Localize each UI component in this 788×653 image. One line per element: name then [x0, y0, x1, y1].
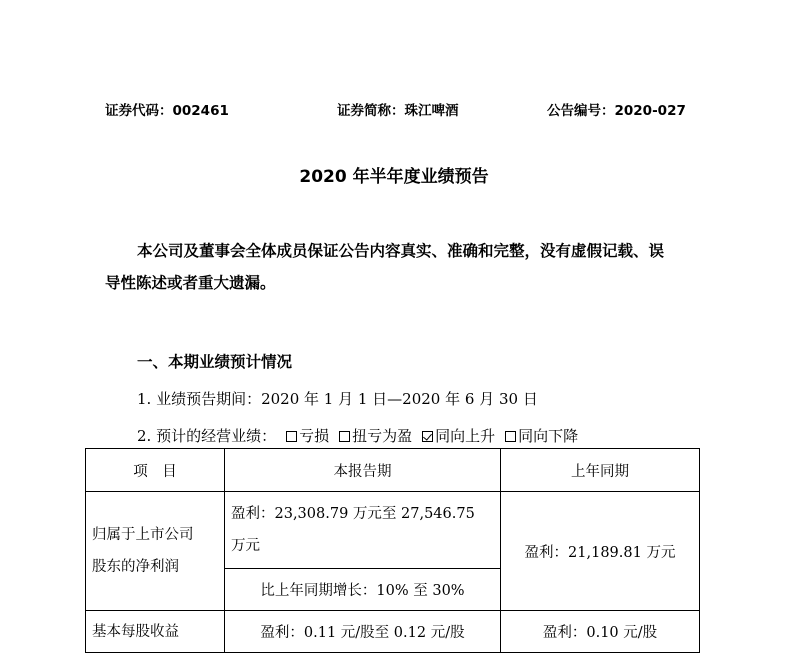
notice-number: 公告编号：2020-027: [547, 103, 686, 119]
net-profit-label-line2: 股东的净利润: [92, 559, 179, 575]
net-profit-label: [86, 492, 225, 611]
option-increase: [422, 425, 495, 446]
table-row: [86, 611, 700, 653]
earnings-table: [85, 448, 700, 653]
table-row: [86, 492, 700, 569]
checkbox-icon: [339, 431, 350, 442]
checkbox-icon: [286, 431, 297, 442]
forecast-type-line: [137, 425, 578, 446]
statement-line-1: 本公司及董事会全体成员保证公告内容真实、准确和完整，没有虚假记载、误: [137, 242, 665, 260]
eps-label: 基本每股收益: [86, 611, 225, 653]
option-turnaround: [339, 425, 412, 446]
eps-current: 盈利：0.11 元/股至 0.12 元/股: [225, 611, 501, 653]
net-profit-previous: 盈利：21,189.81 万元: [501, 492, 700, 611]
checked-checkbox-icon: [422, 431, 433, 442]
eps-previous: 盈利：0.10 元/股: [501, 611, 700, 653]
security-short-name: 证券简称：珠江啤酒: [337, 103, 459, 119]
net-profit-current-line1: 盈利：23,308.79 万元至 27,546.75: [231, 506, 475, 522]
header-current-period: 本报告期: [225, 449, 501, 492]
statement-line-2: 导性陈述或者重大遗漏。: [105, 274, 276, 292]
option-loss: [286, 425, 329, 446]
option-decrease-label: 同向下降: [518, 427, 579, 445]
section-heading: 一、本期业绩预计情况: [137, 353, 293, 371]
header-previous-period: 上年同期: [501, 449, 700, 492]
option-decrease: [505, 425, 578, 446]
document-title: 2020 年半年度业绩预告: [299, 167, 489, 187]
table-header-row: [86, 449, 700, 492]
option-loss-label: 亏损: [299, 427, 330, 445]
forecast-period: 1. 业绩预告期间：2020 年 1 月 1 日—2020 年 6 月 30 日: [137, 390, 538, 408]
security-code: 证券代码：002461: [105, 103, 229, 119]
forecast-type-label: 2. 预计的经营业绩：: [137, 427, 277, 445]
option-turnaround-label: 扭亏为盈: [352, 427, 413, 445]
net-profit-growth: 比上年同期增长：10% 至 30%: [225, 569, 501, 611]
checkbox-icon: [505, 431, 516, 442]
net-profit-current: [225, 492, 501, 569]
option-increase-label: 同向上升: [435, 427, 496, 445]
net-profit-current-line2: 万元: [231, 538, 260, 554]
header-item: 项 目: [86, 449, 225, 492]
net-profit-label-line1: 归属于上市公司: [92, 527, 194, 543]
